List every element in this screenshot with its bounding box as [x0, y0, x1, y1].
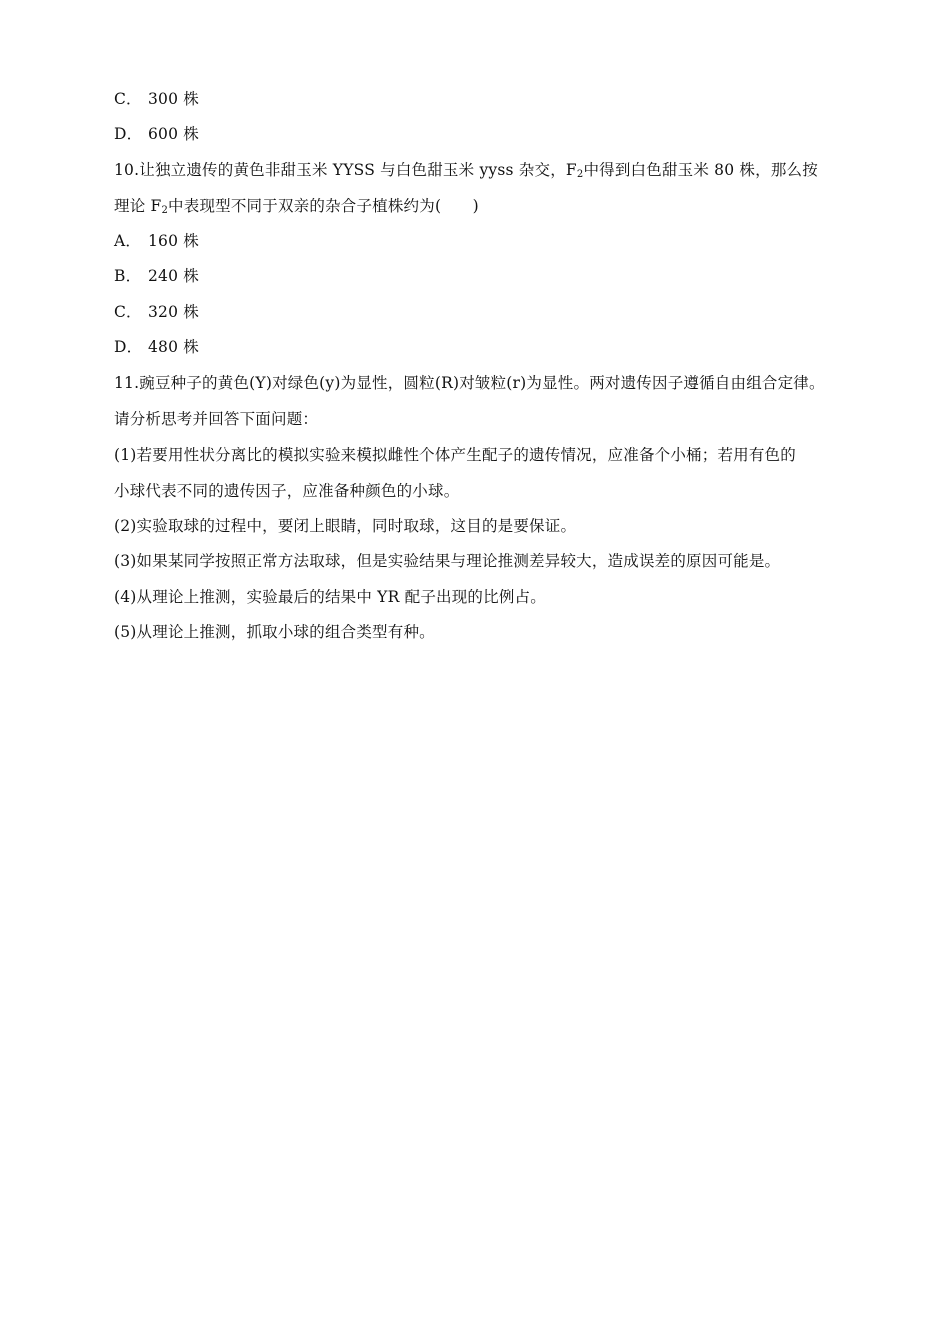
q10-stem-text: 10.让独立遗传的黄色非甜玉米 YYSS 与白色甜玉米 yyss 杂交，F [114, 161, 577, 179]
q10-option-c [114, 301, 854, 323]
q11-sub1-line1: (1)若要用性状分离比的模拟实验来模拟雌性个体产生配子的遗传情况，应准备个小桶；若用有色的 [114, 446, 796, 464]
option-letter: D． [114, 338, 143, 356]
option-letter: C． [114, 303, 142, 321]
q11-stem-line2: 请分析思考并回答下面问题： [114, 410, 319, 428]
option-letter: B． [114, 267, 142, 285]
q10-option-a [114, 230, 854, 252]
option-text: 600 株 [148, 125, 200, 143]
option-letter: D． [114, 125, 143, 143]
subscript: 2 [576, 169, 584, 180]
q10-stem-line1 [114, 159, 854, 181]
q10-stem-text: 中表现型不同于双亲的杂合子植株约为( ) [168, 197, 479, 215]
q11-sub3: (3)如果某同学按照正常方法取球，但是实验结果与理论推测差异较大，造成误差的原因可能是。 [114, 552, 781, 570]
q9-option-c [114, 88, 854, 110]
q10-option-b [114, 265, 854, 287]
q11-sub2: (2)实验取球的过程中，要闭上眼睛，同时取球，这目的是要保证。 [114, 517, 577, 535]
q11-sub5: (5)从理论上推测，抓取小球的组合类型有种。 [114, 623, 435, 641]
option-text: 480 株 [148, 338, 200, 356]
q10-stem-line2 [114, 195, 854, 217]
q10-option-d [114, 336, 854, 358]
q11-sub1-line2: 小球代表不同的遗传因子，应准备种颜色的小球。 [114, 482, 460, 500]
option-text: 160 株 [148, 232, 200, 250]
q9-option-d [114, 123, 854, 145]
q10-stem-text: 中得到白色甜玉米 80 株，那么按 [583, 161, 818, 179]
option-text: 240 株 [148, 267, 200, 285]
option-text: 320 株 [148, 303, 200, 321]
q10-stem-text: 理论 F [114, 197, 162, 215]
q11-stem-line1: 11.豌豆种子的黄色(Y)对绿色(y)为显性，圆粒(R)对皱粒(r)为显性。两对遗传因子遵循自由组合定律。 [114, 374, 825, 392]
option-letter: C． [114, 90, 142, 108]
q11-sub4: (4)从理论上推测，实验最后的结果中 YR 配子出现的比例占。 [114, 588, 546, 606]
option-text: 300 株 [148, 90, 200, 108]
option-letter: A． [114, 232, 142, 250]
subscript: 2 [161, 205, 169, 216]
